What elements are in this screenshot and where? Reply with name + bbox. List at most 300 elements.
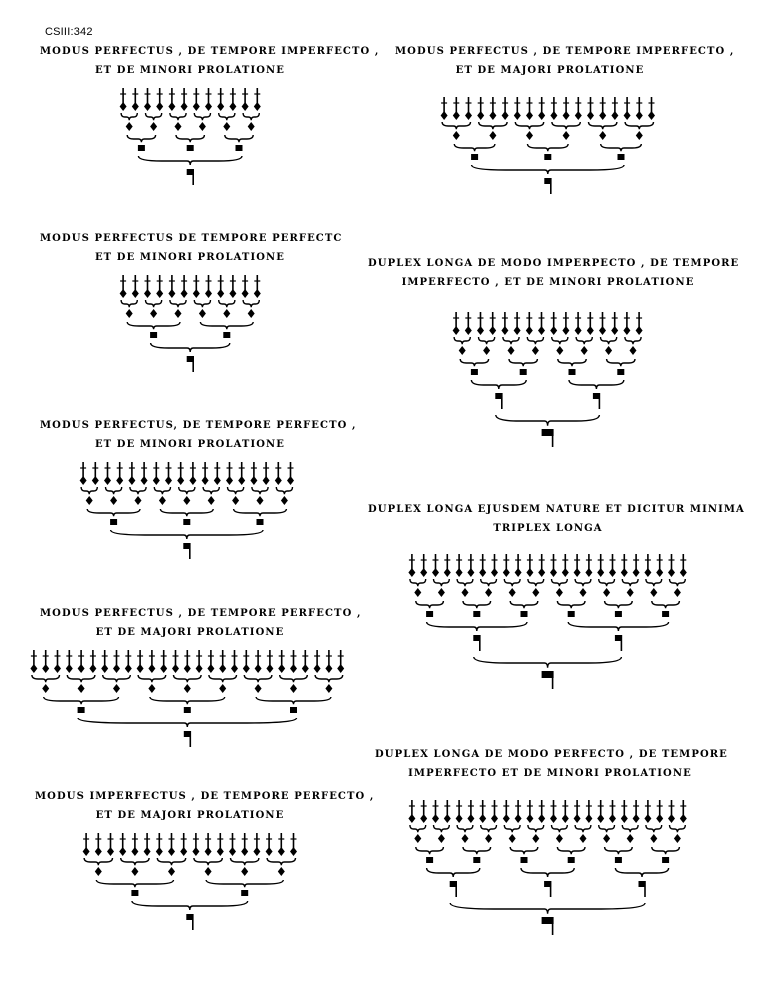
brace-minims bbox=[625, 122, 653, 129]
minim-note bbox=[574, 814, 581, 823]
brace-breves bbox=[78, 718, 296, 727]
brace-minims bbox=[130, 487, 146, 494]
breve-note bbox=[569, 369, 576, 375]
minim-note bbox=[490, 326, 497, 335]
minim-note bbox=[563, 111, 570, 120]
minim-note bbox=[54, 664, 61, 673]
minim-note bbox=[141, 476, 148, 485]
semibreve-note bbox=[132, 867, 139, 876]
brace-semibreves bbox=[601, 144, 642, 151]
brace-minims bbox=[410, 579, 426, 586]
minim-note bbox=[515, 568, 522, 577]
minim-note bbox=[550, 814, 557, 823]
breve-note bbox=[521, 857, 528, 863]
brace-minims bbox=[442, 122, 470, 129]
minim-note bbox=[302, 664, 309, 673]
minim-note bbox=[575, 326, 582, 335]
minim-note bbox=[290, 847, 297, 856]
caption-2-line-1: MODUS PERFECTUS DE TEMPORE PERFECTC bbox=[40, 233, 343, 244]
minim-note bbox=[66, 664, 73, 673]
minim-note bbox=[441, 111, 448, 120]
minim-note bbox=[527, 814, 534, 823]
minim-note bbox=[116, 476, 123, 485]
brace-minims bbox=[32, 675, 60, 682]
semibreve-note bbox=[110, 496, 117, 505]
semibreve-note bbox=[135, 496, 142, 505]
brace-minims bbox=[228, 487, 244, 494]
note-tree-2 bbox=[87, 275, 293, 400]
minim-note bbox=[599, 111, 606, 120]
semibreve-note bbox=[603, 834, 610, 843]
semibreve-note bbox=[150, 309, 157, 318]
minim-note bbox=[514, 111, 521, 120]
semibreve-note bbox=[199, 122, 206, 131]
minim-note bbox=[205, 289, 212, 298]
minim-note bbox=[202, 476, 209, 485]
minim-note bbox=[80, 476, 87, 485]
brace-minims bbox=[575, 579, 591, 586]
semibreve-note bbox=[247, 309, 254, 318]
minim-note bbox=[599, 326, 606, 335]
caption-6 bbox=[395, 42, 735, 80]
brace-minims bbox=[209, 675, 237, 682]
brace-breves bbox=[111, 530, 263, 539]
brace-breves bbox=[427, 868, 480, 877]
brace-minims bbox=[194, 300, 210, 307]
breve-note bbox=[520, 369, 527, 375]
minim-note bbox=[465, 111, 472, 120]
semibreve-note bbox=[580, 588, 587, 597]
minim-note bbox=[456, 568, 463, 577]
brace-minims bbox=[434, 579, 450, 586]
minim-note bbox=[107, 847, 114, 856]
minim-note bbox=[465, 326, 472, 335]
brace-semibreves bbox=[652, 601, 680, 608]
brace-minims bbox=[479, 122, 507, 129]
minim-note bbox=[480, 814, 487, 823]
brace-minims bbox=[589, 122, 617, 129]
semibreve-note bbox=[125, 122, 132, 131]
breve-note bbox=[521, 611, 528, 617]
caption-5-line-1: MODUS IMPERFECTUS , DE TEMPORE PERFECTO , bbox=[35, 791, 375, 802]
brace-minims bbox=[218, 300, 234, 307]
note-tree-3 bbox=[47, 462, 327, 587]
minim-note bbox=[538, 111, 545, 120]
brace-minims bbox=[575, 825, 591, 832]
brace-semibreves bbox=[176, 135, 204, 142]
minim-note bbox=[526, 326, 533, 335]
brace-semibreves bbox=[463, 601, 491, 608]
breve-note bbox=[615, 611, 622, 617]
brace-semibreves bbox=[454, 144, 495, 151]
caption-8-line-2: TRIPLEX LONGA bbox=[493, 523, 603, 534]
minim-note bbox=[193, 289, 200, 298]
minim-note bbox=[444, 814, 451, 823]
brace-minims bbox=[503, 337, 519, 344]
minim-note bbox=[609, 568, 616, 577]
minim-note bbox=[539, 568, 546, 577]
brace-minims bbox=[670, 825, 686, 832]
minim-note bbox=[254, 289, 261, 298]
brace-minims bbox=[102, 675, 130, 682]
minim-note bbox=[254, 664, 261, 673]
minim-note bbox=[574, 568, 581, 577]
minim-note bbox=[550, 568, 557, 577]
brace-minims bbox=[231, 858, 259, 865]
semibreve-note bbox=[581, 346, 588, 355]
semibreve-note bbox=[205, 867, 212, 876]
minim-note bbox=[421, 814, 428, 823]
minim-note bbox=[119, 847, 126, 856]
brace-semibreves bbox=[558, 847, 586, 854]
caption-2-line-2: ET DE MINORI PROLATIONE bbox=[94, 252, 286, 263]
semibreve-note bbox=[599, 131, 606, 140]
note-tree-8 bbox=[376, 554, 719, 714]
minim-note bbox=[193, 847, 200, 856]
minim-note bbox=[598, 814, 605, 823]
minim-note bbox=[229, 102, 236, 111]
minim-note bbox=[119, 102, 126, 111]
brace-minims bbox=[646, 579, 662, 586]
semibreve-note bbox=[674, 834, 681, 843]
minim-note bbox=[180, 289, 187, 298]
minim-note bbox=[587, 326, 594, 335]
minim-note bbox=[575, 111, 582, 120]
minim-note bbox=[633, 568, 640, 577]
minim-note bbox=[612, 111, 619, 120]
breve-note bbox=[184, 707, 191, 713]
brace-minims bbox=[145, 113, 161, 120]
brace-longae bbox=[474, 657, 622, 668]
brace-minims bbox=[154, 487, 170, 494]
caption-4 bbox=[40, 604, 362, 642]
minim-note bbox=[226, 476, 233, 485]
minim-note bbox=[241, 289, 248, 298]
brace-minims bbox=[481, 825, 497, 832]
brace-minims bbox=[138, 675, 166, 682]
semibreve-note bbox=[168, 867, 175, 876]
minim-note bbox=[193, 102, 200, 111]
minim-note bbox=[648, 111, 655, 120]
caption-3-line-1: MODUS PERFECTUS, DE TEMPORE PERFECTO , bbox=[40, 420, 357, 431]
caption-5 bbox=[35, 787, 375, 825]
brace-minims bbox=[457, 579, 473, 586]
brace-minims bbox=[170, 300, 186, 307]
minim-note bbox=[195, 664, 202, 673]
semibreve-note bbox=[508, 346, 515, 355]
minim-note bbox=[144, 289, 151, 298]
brace-minims bbox=[625, 337, 641, 344]
semibreve-note bbox=[674, 588, 681, 597]
brace-minims bbox=[601, 337, 617, 344]
minim-note bbox=[168, 847, 175, 856]
minim-note bbox=[180, 847, 187, 856]
minim-note bbox=[290, 664, 297, 673]
breve-note bbox=[615, 857, 622, 863]
minim-note bbox=[207, 664, 214, 673]
minim-note bbox=[287, 476, 294, 485]
semibreve-note bbox=[526, 131, 533, 140]
note-tree-9 bbox=[376, 800, 719, 960]
minim-note bbox=[214, 476, 221, 485]
note-tree-1 bbox=[87, 88, 293, 213]
brace-semibreves bbox=[225, 135, 253, 142]
minim-note bbox=[156, 102, 163, 111]
brace-minims bbox=[279, 675, 307, 682]
minim-note bbox=[241, 102, 248, 111]
semibreve-note bbox=[627, 588, 634, 597]
breve-note bbox=[257, 519, 264, 525]
semibreve-note bbox=[485, 834, 492, 843]
caption-3 bbox=[40, 416, 357, 454]
minim-note bbox=[515, 814, 522, 823]
semibreve-note bbox=[532, 346, 539, 355]
minim-note bbox=[119, 289, 126, 298]
brace-minims bbox=[170, 113, 186, 120]
minim-note bbox=[184, 664, 191, 673]
minim-note bbox=[313, 664, 320, 673]
minim-note bbox=[190, 476, 197, 485]
minim-note bbox=[125, 664, 132, 673]
minim-note bbox=[680, 568, 687, 577]
brace-minims bbox=[203, 487, 219, 494]
minim-note bbox=[30, 664, 37, 673]
brace-semibreves bbox=[607, 359, 635, 366]
semibreve-note bbox=[174, 122, 181, 131]
brace-minims bbox=[84, 858, 112, 865]
minim-note bbox=[254, 102, 261, 111]
duplex-longa-note bbox=[542, 917, 554, 924]
brace-minims bbox=[552, 337, 568, 344]
minim-note bbox=[432, 568, 439, 577]
minim-note bbox=[453, 111, 460, 120]
brace-breves bbox=[569, 380, 624, 389]
caption-1-line-2: ET DE MINORI PROLATIONE bbox=[94, 65, 286, 76]
brace-minims bbox=[218, 113, 234, 120]
minim-note bbox=[480, 568, 487, 577]
minim-note bbox=[621, 568, 628, 577]
minim-note bbox=[477, 111, 484, 120]
semibreve-note bbox=[509, 588, 516, 597]
note-tree-group bbox=[441, 97, 655, 194]
brace-semibreves bbox=[127, 322, 180, 329]
minim-note bbox=[586, 568, 593, 577]
minim-note bbox=[668, 814, 675, 823]
note-tree-7 bbox=[420, 312, 675, 472]
semibreve-note bbox=[636, 131, 643, 140]
caption-9-line-1: DUPLEX LONGA DE MODO PERFECTO , DE TEMPORE bbox=[375, 749, 728, 760]
semibreve-note bbox=[223, 122, 230, 131]
minim-note bbox=[538, 326, 545, 335]
minim-note bbox=[502, 111, 509, 120]
caption-3-line-2: ET DE MINORI PROLATIONE bbox=[94, 439, 286, 450]
semibreve-note bbox=[148, 684, 155, 693]
semibreve-note bbox=[627, 834, 634, 843]
breve-note bbox=[241, 890, 248, 896]
minim-note bbox=[645, 568, 652, 577]
brace-semibreves bbox=[558, 601, 586, 608]
brace-minims bbox=[243, 113, 259, 120]
brace-minims bbox=[157, 858, 185, 865]
breve-note bbox=[568, 611, 575, 617]
minim-note bbox=[432, 814, 439, 823]
minim-note bbox=[180, 102, 187, 111]
semibreve-note bbox=[438, 834, 445, 843]
brace-minims bbox=[599, 825, 615, 832]
brace-semibreves bbox=[509, 359, 537, 366]
brace-semibreves bbox=[200, 322, 253, 329]
minim-note bbox=[527, 568, 534, 577]
brace-minims bbox=[67, 675, 95, 682]
brace-semibreves bbox=[511, 847, 539, 854]
minim-note bbox=[168, 289, 175, 298]
brace-semibreves bbox=[605, 601, 633, 608]
minim-note bbox=[168, 102, 175, 111]
caption-7-line-1: DUPLEX LONGA DE MODO IMPERPECTO , DE TEMPORE bbox=[368, 258, 740, 269]
semibreve-note bbox=[459, 346, 466, 355]
semibreve-note bbox=[199, 309, 206, 318]
breve-note bbox=[150, 332, 157, 338]
breve-note bbox=[183, 519, 190, 525]
minim-note bbox=[266, 847, 273, 856]
minim-note bbox=[42, 664, 49, 673]
note-tree-6 bbox=[408, 97, 688, 222]
note-tree-group bbox=[30, 650, 344, 747]
note-tree-group bbox=[409, 554, 687, 689]
semibreve-note bbox=[159, 496, 166, 505]
minim-note bbox=[278, 664, 285, 673]
minim-note bbox=[243, 664, 250, 673]
minim-note bbox=[586, 814, 593, 823]
breve-note bbox=[186, 145, 193, 151]
brace-minims bbox=[145, 300, 161, 307]
note-tree-group bbox=[119, 275, 260, 372]
note-tree-group bbox=[453, 312, 643, 447]
brace-minims bbox=[244, 675, 272, 682]
caption-6-line-2: ET DE MAJORI PROLATIONE bbox=[455, 65, 645, 76]
brace-breves bbox=[427, 622, 527, 631]
caption-9-line-2: IMPERFECTO ET DE MINORI PROLATIONE bbox=[408, 768, 692, 779]
minim-note bbox=[229, 289, 236, 298]
brace-minims bbox=[434, 825, 450, 832]
brace-minims bbox=[410, 825, 426, 832]
semibreve-note bbox=[485, 588, 492, 597]
semibreve-note bbox=[325, 684, 332, 693]
brace-minims bbox=[243, 300, 259, 307]
semibreve-note bbox=[174, 309, 181, 318]
minim-note bbox=[680, 814, 687, 823]
minim-note bbox=[491, 814, 498, 823]
brace-breves bbox=[616, 868, 669, 877]
caption-4-line-2: ET DE MAJORI PROLATIONE bbox=[95, 627, 285, 638]
breve-note bbox=[290, 707, 297, 713]
breve-note bbox=[568, 857, 575, 863]
brace-minims bbox=[552, 579, 568, 586]
brace-minims bbox=[623, 825, 639, 832]
brace-breves bbox=[521, 868, 574, 877]
brace-semibreves bbox=[528, 144, 569, 151]
caption-9 bbox=[375, 745, 728, 783]
semibreve-note bbox=[241, 867, 248, 876]
semibreve-note bbox=[247, 122, 254, 131]
brace-breves bbox=[138, 156, 242, 165]
minim-note bbox=[514, 326, 521, 335]
semibreve-note bbox=[563, 131, 570, 140]
minim-note bbox=[503, 568, 510, 577]
brace-breves bbox=[569, 622, 669, 631]
brace-semibreves bbox=[87, 509, 140, 516]
minim-note bbox=[241, 847, 248, 856]
minim-note bbox=[217, 289, 224, 298]
breve-note bbox=[662, 857, 669, 863]
semibreve-note bbox=[208, 496, 215, 505]
minim-note bbox=[477, 326, 484, 335]
minim-note bbox=[633, 814, 640, 823]
semibreve-note bbox=[509, 834, 516, 843]
minim-note bbox=[217, 847, 224, 856]
breve-note bbox=[223, 332, 230, 338]
semibreve-note bbox=[490, 131, 497, 140]
semibreve-note bbox=[183, 496, 190, 505]
minim-note bbox=[104, 476, 111, 485]
semibreve-note bbox=[415, 588, 422, 597]
brace-semibreves bbox=[461, 359, 489, 366]
semibreve-note bbox=[278, 867, 285, 876]
brace-minims bbox=[252, 487, 268, 494]
page-reference: CSIII:342 bbox=[45, 26, 93, 38]
minim-note bbox=[325, 664, 332, 673]
minim-note bbox=[645, 814, 652, 823]
minim-note bbox=[156, 847, 163, 856]
semibreve-note bbox=[184, 684, 191, 693]
minim-note bbox=[551, 111, 558, 120]
minim-note bbox=[153, 476, 160, 485]
caption-4-line-1: MODUS PERFECTUS , DE TEMPORE PERFECTO , bbox=[40, 608, 362, 619]
breve-note bbox=[77, 707, 84, 713]
minim-note bbox=[491, 568, 498, 577]
brace-minims bbox=[515, 122, 543, 129]
minim-note bbox=[337, 664, 344, 673]
minim-note bbox=[621, 814, 628, 823]
caption-6-line-1: MODUS PERFECTUS , DE TEMPORE IMPERFECTO , bbox=[395, 46, 735, 57]
minim-note bbox=[612, 326, 619, 335]
brace-breves bbox=[132, 901, 248, 910]
semibreve-note bbox=[580, 834, 587, 843]
note-tree-5 bbox=[50, 833, 330, 958]
brace-semibreves bbox=[558, 359, 586, 366]
minim-note bbox=[609, 814, 616, 823]
semibreve-note bbox=[557, 346, 564, 355]
semibreve-note bbox=[42, 684, 49, 693]
minim-note bbox=[409, 568, 416, 577]
minim-note bbox=[205, 102, 212, 111]
breve-note bbox=[662, 611, 669, 617]
minim-note bbox=[219, 664, 226, 673]
minim-note bbox=[177, 476, 184, 485]
breve-note bbox=[235, 145, 242, 151]
minim-note bbox=[636, 326, 643, 335]
minim-note bbox=[456, 814, 463, 823]
duplex-longa-note bbox=[542, 671, 554, 678]
minim-note bbox=[562, 814, 569, 823]
minim-note bbox=[503, 814, 510, 823]
brace-minims bbox=[528, 825, 544, 832]
semibreve-note bbox=[603, 588, 610, 597]
semibreve-note bbox=[232, 496, 239, 505]
minim-note bbox=[132, 847, 139, 856]
brace-minims bbox=[315, 675, 343, 682]
semibreve-note bbox=[223, 309, 230, 318]
